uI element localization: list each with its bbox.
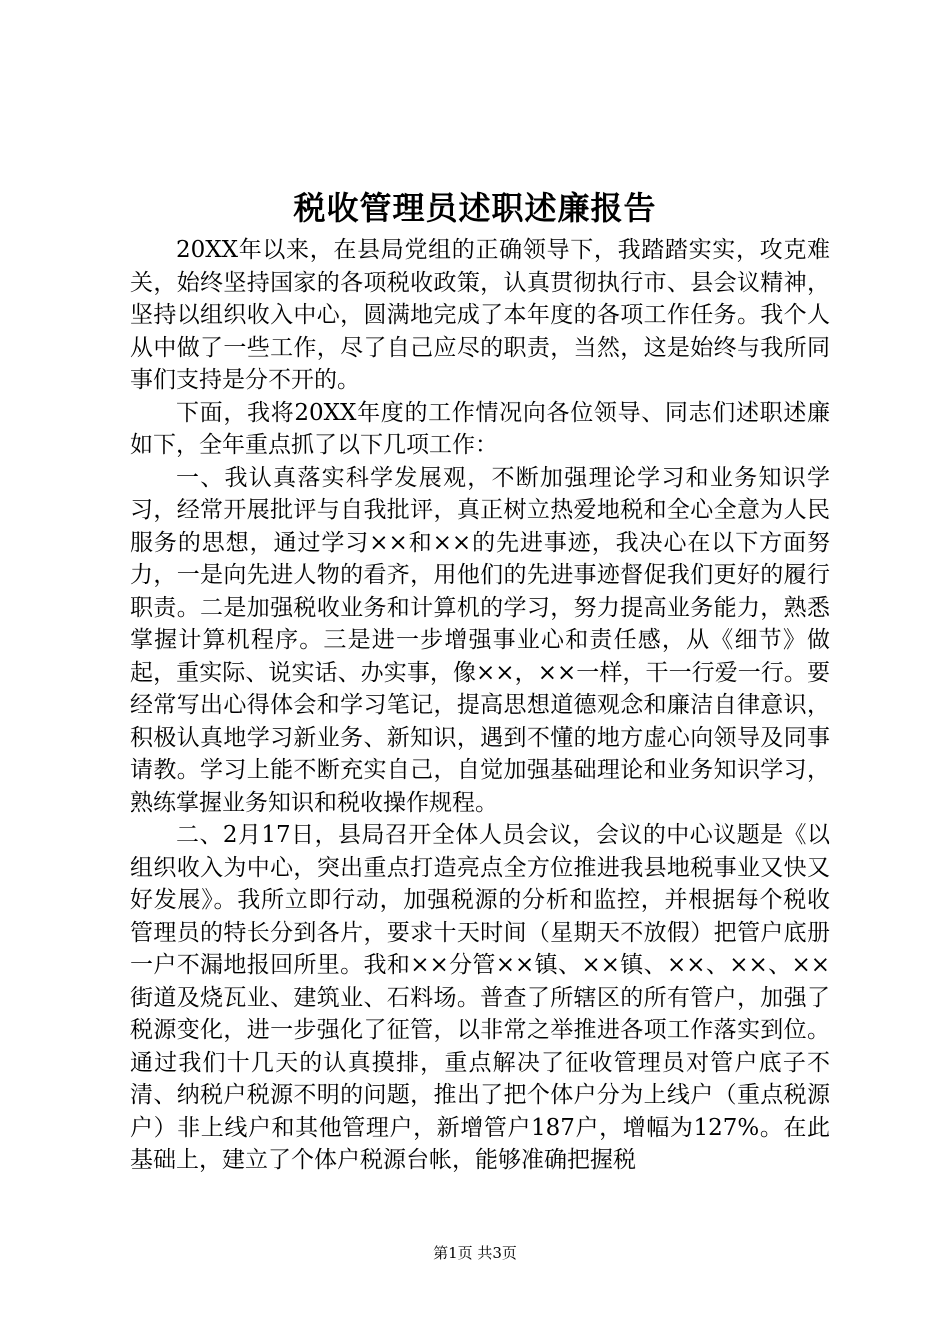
paragraph-intro: 20XX年以来，在县局党组的正确领导下，我踏踏实实，攻克难关，始终坚持国家的各项税收政策，认真贯彻执行市、县会议精神，坚持以组织收入中心，圆满地完成了本年度的各项工作任务。我个人从中做了一些工作，尽了自己应尽的职责，当然，这是始终与我所同事们支持是分不开的。	[130, 237, 830, 393]
paragraph-overview: 下面，我将20XX年度的工作情况向各位领导、同志们述职述廉如下，全年重点抓了以下几项工作：	[130, 399, 830, 458]
document-title: 税收管理员述职述廉报告	[293, 189, 657, 227]
paragraph-section-two: 二、2月17日，县局召开全体人员会议，会议的中心议题是《以组织收入为中心，突出重点打造亮点全方位推进我县地税事业又快又好发展》。我所立即行动，加强税源的分析和监控，并根据每个税收管理员的特长分到各片，要求十天时间（星期天不放假）把管户底册一户不漏地报回所里。我和××分管××镇、××镇、××、××、××街道及烧瓦业、建筑业、石料场。普查了所辖区的所有管户，加强了税源变化，进一步强化了征管，以非常之举推进各项工作落实到位。通过我们十几天的认真摸排，重点解决了征收管理员对管户底子不清、纳税户税源不明的问题，推出了把个体户分为上线户（重点税源户）非上线户和其他管理户，新增管户187户，增幅为127%。在此基础上，建立了个体户税源台帐，能够准确把握税	[130, 822, 830, 1173]
paragraph-section-one: 一、我认真落实科学发展观，不断加强理论学习和业务知识学习，经常开展批评与自我批评，真正树立热爱地税和全心全意为人民服务的思想，通过学习××和××的先进事迹，我决心在以下方面努力，一是向先进人物的看齐，用他们的先进事迹督促我们更好的履行职责。二是加强税收业务和计算机的学习，努力提高业务能力，熟悉掌握计算机程序。三是进一步增强事业心和责任感，从《细节》做起，重实际、说实话、办实事，像××，××一样，干一行爱一行。要经常写出心得体会和学习笔记，提高思想道德观念和廉洁自律意识，积极认真地学习新业务、新知识，遇到不懂的地方虚心向领导及同事请教。学习上能不断充实自己，自觉加强基础理论和业务知识学习，熟练掌握业务知识和税收操作规程。	[130, 464, 830, 816]
document-body	[130, 234, 830, 1177]
page-number-footer: 第1页 共3页	[433, 1244, 517, 1262]
